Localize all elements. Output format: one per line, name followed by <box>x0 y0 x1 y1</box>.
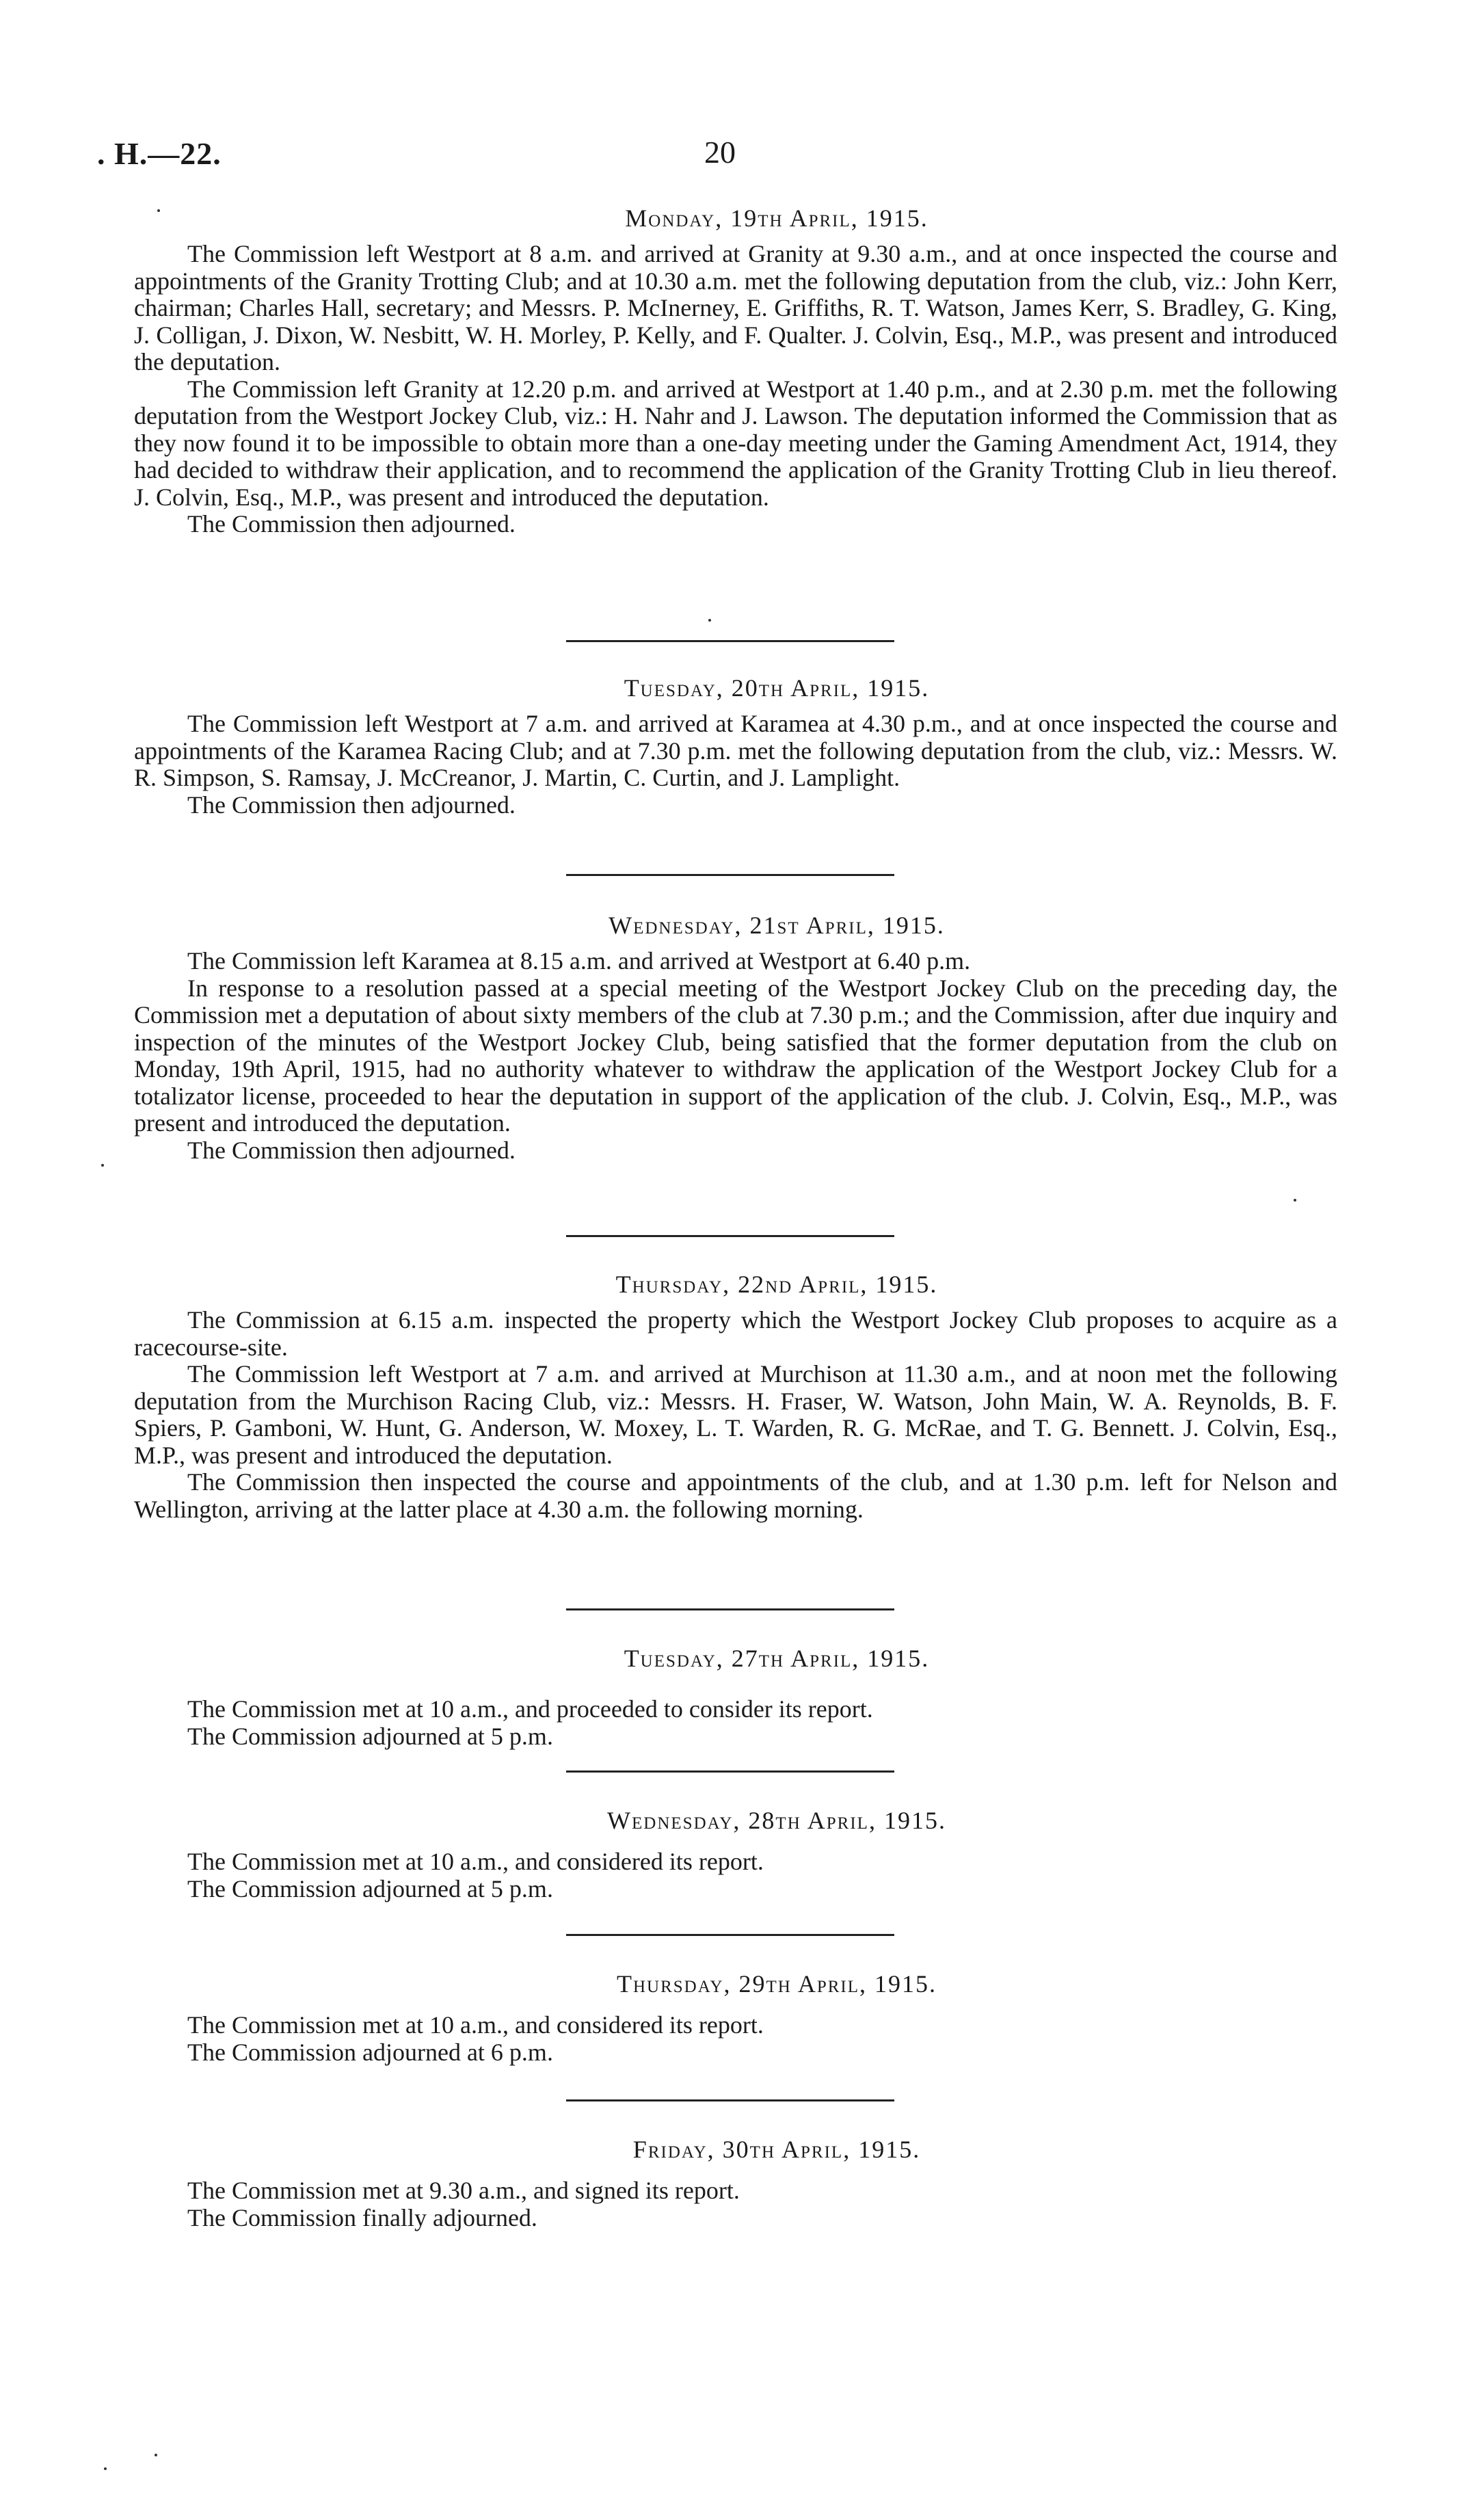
entry-paragraph: The Commission left Karamea at 8.15 a.m. and arrived at Westport at 6.40 p.m. <box>187 947 971 974</box>
entry-paragraph: The Commission met at 10 a.m., and proceeded to consider its report. <box>187 1695 873 1723</box>
entry-wednesday-28-april <box>134 1806 1337 1902</box>
scan-speck <box>155 2454 157 2456</box>
scan-speck <box>708 619 711 622</box>
section-divider <box>566 2099 894 2101</box>
entry-monday-19-april <box>134 204 1337 538</box>
entry-paragraph: The Commission then adjourned. <box>187 510 516 538</box>
entry-date: Friday, 30th April, 1915. <box>632 2136 921 2163</box>
entry-paragraph: The Commission at 6.15 a.m. inspected the property which the Westport Jockey Club proposes to acquire as a racecourse-site. <box>134 1306 1337 1361</box>
entry-paragraph: The Commission met at 9.30 a.m., and signed its report. <box>187 2177 740 2204</box>
entry-thursday-29-april <box>134 1969 1337 2066</box>
entry-paragraph: The Commission then adjourned. <box>187 1136 516 1164</box>
entry-paragraph: The Commission adjourned at 5 p.m. <box>187 1722 553 1750</box>
entry-date: Monday, 19th April, 1915. <box>625 204 928 232</box>
scan-speck <box>104 2467 107 2470</box>
entry-thursday-22-april <box>134 1270 1337 1523</box>
section-divider <box>566 1934 894 1936</box>
entry-paragraph: In response to a resolution passed at a special meeting of the Westport Jockey Club on the preceding day, the Commission met a deputation of about sixty members of the club at 7.30 p.m.; and the Commission, after due inquiry and inspection of the minutes of the Westport Jockey Club, being satisfied that the former deputation from the club on Monday, 19th April, 1915, had no authority whatever to withdraw the application of the Westport Jockey Club for a totalizator license, proceeded to hear the deputation in support of the application of the club. J. Colvin, Esq., M.P., was present and introduced the deputation. <box>134 974 1337 1137</box>
entry-date: Thursday, 22nd April, 1915. <box>615 1271 938 1298</box>
entry-date: Wednesday, 28th April, 1915. <box>607 1807 946 1834</box>
entry-wednesday-21-april <box>134 911 1337 1164</box>
entry-date: Tuesday, 20th April, 1915. <box>624 674 930 702</box>
entry-paragraph: The Commission then adjourned. <box>187 791 516 819</box>
entry-paragraph: The Commission left Westport at 7 a.m. and arrived at Murchison at 11.30 a.m., and at noon met the following deputation from the Murchison Racing Club, viz.: Messrs. H. Fraser, W. Watson, John Main, W. A. Reynolds, B. F. Spiers, P. Gamboni, W. Hunt, G. Anderson, W. Moxey, L. T. Warden, R. G. McRae, and T. G. Bennett. J. Colvin, Esq., M.P., was present and introduced the deputation. <box>134 1360 1337 1469</box>
entry-paragraph: The Commission met at 10 a.m., and considered its report. <box>187 1848 764 1875</box>
entry-paragraph: The Commission met at 10 a.m., and considered its report. <box>187 2011 764 2039</box>
entry-paragraph: The Commission left Westport at 8 a.m. and arrived at Granity at 9.30 a.m., and at once inspected the course and appointments of the Granity Trotting Club; and at 10.30 a.m. met the following deputation from the club, viz.: John Kerr, chairman; Charles Hall, secretary; and Messrs. P. McInerney, E. Griffiths, R. T. Watson, James Kerr, S. Bradley, G. King, J. Colligan, J. Dixon, W. Nesbitt, W. H. Morley, P. Kelly, and F. Qualter. J. Colvin, Esq., M.P., was present and introduced the deputation. <box>134 240 1337 375</box>
scan-speck <box>1294 1199 1296 1202</box>
entry-paragraph: The Commission adjourned at 6 p.m. <box>187 2038 553 2066</box>
entry-paragraph: The Commission finally adjourned. <box>187 2203 537 2231</box>
entry-paragraph: The Commission left Westport at 7 a.m. and arrived at Karamea at 4.30 p.m., and at once inspected the course and appointments of the Karamea Racing Club; and at 7.30 p.m. met the following deputation from the club, viz.: Messrs. W. R. Simpson, S. Ramsay, J. McCreanor, J. Martin, C. Curtin, and J. Lamplight. <box>134 710 1337 791</box>
section-divider <box>566 640 894 642</box>
scan-speck <box>101 1164 104 1167</box>
section-divider <box>566 1235 894 1237</box>
entry-tuesday-27-april <box>134 1644 1337 1750</box>
section-divider <box>566 1608 894 1610</box>
entry-tuesday-20-april <box>134 674 1337 819</box>
section-divider <box>566 1770 894 1773</box>
entry-paragraph: The Commission adjourned at 5 p.m. <box>187 1874 553 1902</box>
entry-friday-30-april <box>134 2135 1337 2231</box>
entry-date: Wednesday, 21st April, 1915. <box>609 912 945 939</box>
scan-speck <box>157 209 160 212</box>
entry-paragraph: The Commission left Granity at 12.20 p.m. and arrived at Westport at 1.40 p.m., and at 2.30 p.m. met the following deputation from the Westport Jockey Club, viz.: H. Nahr and J. Lawson. The deputation informed the Commission that as they now found it to be impossible to obtain more than a one-day meeting under the Gaming Amendment Act, 1914, they had decided to withdraw their application, and to recommend the application of the Granity Trotting Club in lieu thereof. J. Colvin, Esq., M.P., was present and introduced the deputation. <box>134 375 1337 511</box>
document-code: . H.—22. <box>97 136 222 171</box>
page-number: 20 <box>704 135 736 170</box>
entry-date: Tuesday, 27th April, 1915. <box>624 1645 930 1672</box>
entry-date: Thursday, 29th April, 1915. <box>616 1970 937 1998</box>
entry-paragraph: The Commission then inspected the course and appointments of the club, and at 1.30 p.m. left for Nelson and Wellington, arriving at the latter place at 4.30 a.m. the following morning. <box>134 1468 1337 1523</box>
section-divider <box>566 874 894 876</box>
